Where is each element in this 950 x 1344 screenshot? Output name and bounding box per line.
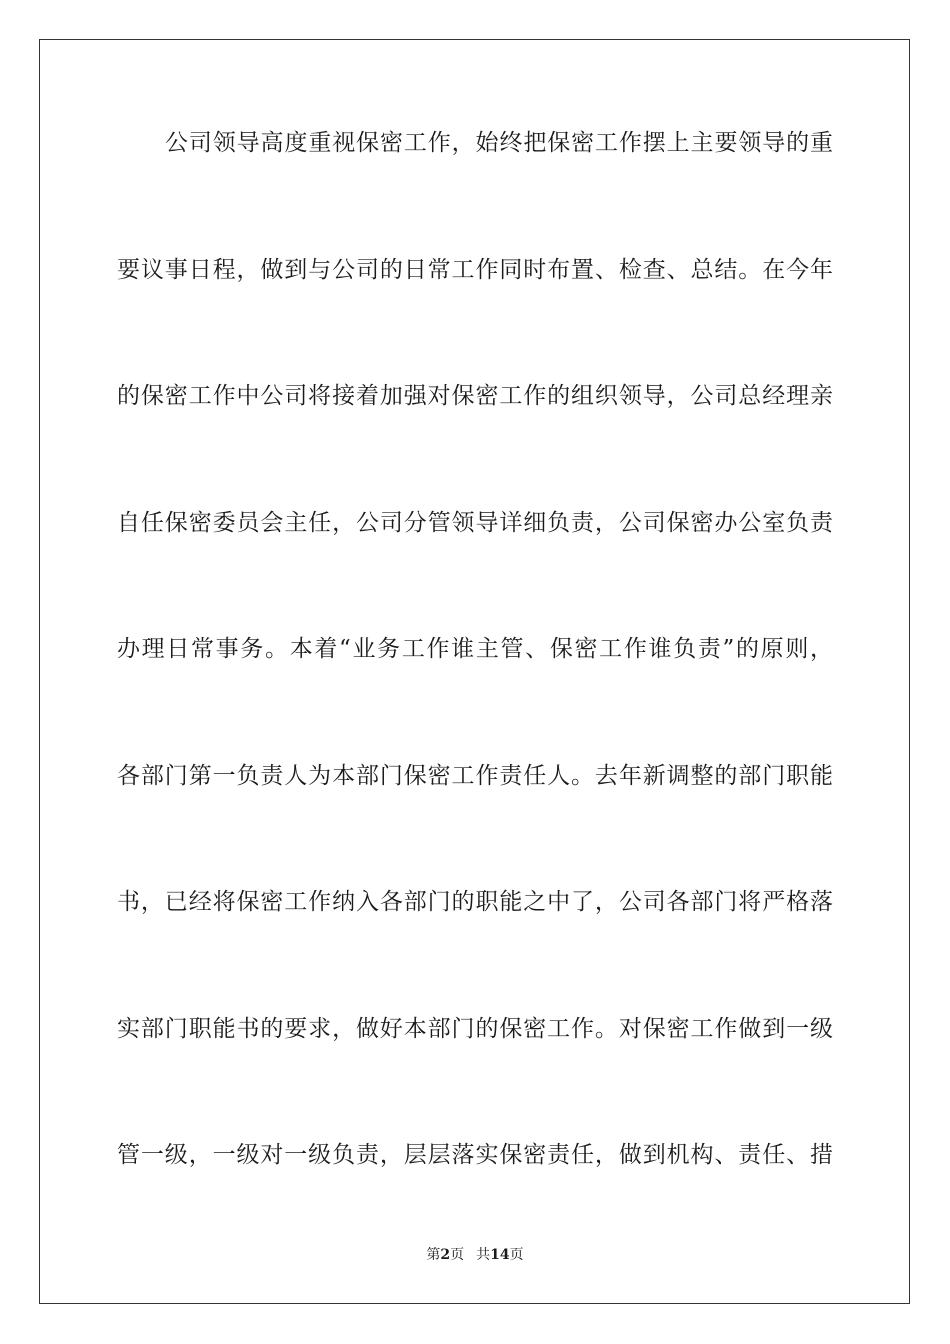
body-paragraph <box>117 128 833 1170</box>
page-footer <box>0 1245 950 1265</box>
paragraph-line: 各部门第一负责人为本部门保密工作责任人。去年新调整的部门职能 <box>117 762 833 789</box>
paragraph-line: 书，已经将保密工作纳入各部门的职能之中了，公司各部门将严格落 <box>117 889 833 915</box>
paragraph-line: 要议事日程，做到与公司的日常工作同时布置、检查、总结。在今年 <box>117 256 833 283</box>
paragraph-line: 实部门职能书的要求，做好本部门的保密工作。对保密工作做到一级 <box>117 1015 833 1042</box>
total-pages: 14 <box>490 1247 510 1263</box>
page-number: 2 <box>440 1247 451 1263</box>
total-suffix: 页 <box>509 1247 524 1263</box>
paragraph-line: 公司领导高度重视保密工作，始终把保密工作摆上主要领导的重 <box>165 130 833 156</box>
page-suffix: 页 <box>450 1247 465 1263</box>
paragraph-line: 的保密工作中公司将接着加强对保密工作的组织领导，公司总经理亲 <box>117 383 833 409</box>
paragraph-line: 管一级，一级对一级负责，层层落实保密责任，做到机构、责任、措 <box>117 1142 833 1168</box>
page-prefix: 第 <box>426 1247 441 1263</box>
paragraph-line: 办理日常事务。本着“业务工作谁主管、保密工作谁负责”的原则， <box>117 636 833 662</box>
total-prefix: 共 <box>476 1247 491 1263</box>
paragraph-line: 自任保密委员会主任，公司分管领导详细负责，公司保密办公室负责 <box>117 509 833 536</box>
